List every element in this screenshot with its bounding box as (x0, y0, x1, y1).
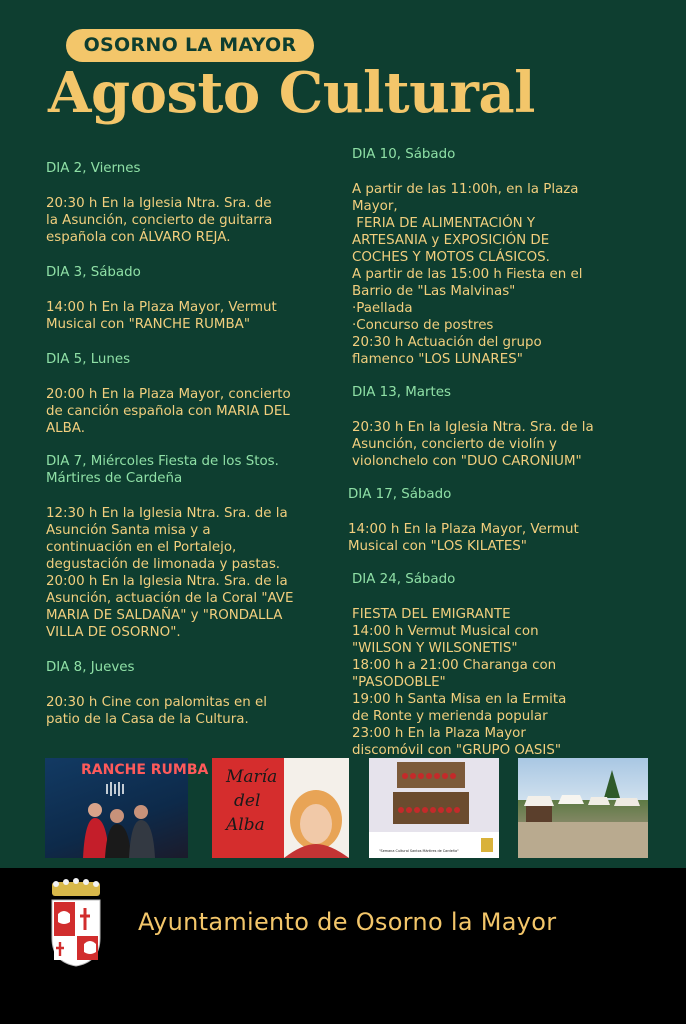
day-title: DIA 17, Sábado (348, 487, 452, 502)
coral-poster-photo (369, 758, 499, 858)
page-title: Agosto Cultural (48, 60, 535, 126)
event-line: Asunción Santa misa y a (46, 523, 211, 538)
photo-caption-line: Alba (226, 815, 265, 835)
footer-organization: Ayuntamiento de Osorno la Mayor (138, 908, 557, 936)
event-line: 20:00 h En la Plaza Mayor, concierto (46, 387, 291, 402)
day-title: DIA 24, Sábado (352, 572, 456, 587)
event-line: MARIA DE SALDAÑA" y "RONDALLA (46, 608, 283, 623)
event-line: 20:30 h En la Iglesia Ntra. Sra. de la (352, 420, 594, 435)
event-line: 12:30 h En la Iglesia Ntra. Sra. de la (46, 506, 288, 521)
event-line: A partir de las 15:00 h Fiesta en el (352, 267, 583, 282)
event-line: patio de la Casa de la Cultura. (46, 712, 249, 727)
day-title: DIA 7, Miércoles Fiesta de los Stos. (46, 454, 279, 469)
event-line: FIESTA DEL EMIGRANTE (352, 607, 511, 622)
event-line: Asunción, actuación de la Coral "AVE (46, 591, 294, 606)
location-badge: OSORNO LA MAYOR (66, 29, 314, 62)
event-line: española con ÁLVARO REJA. (46, 230, 231, 245)
event-line: 19:00 h Santa Misa en la Ermita (352, 692, 567, 707)
event-line: Asunción, concierto de violín y (352, 437, 557, 452)
event-line: 18:00 h a 21:00 Charanga con (352, 658, 557, 673)
event-line: Barrio de "Las Malvinas" (352, 284, 516, 299)
event-line: 20:30 h Actuación del grupo (352, 335, 542, 350)
event-line: 23:00 h En la Plaza Mayor (352, 726, 526, 741)
event-line: discomóvil con "GRUPO OASIS" (352, 743, 561, 758)
day-title: DIA 8, Jueves (46, 660, 135, 675)
event-line: 14:00 h Vermut Musical con (352, 624, 539, 639)
day-title: DIA 2, Viernes (46, 161, 141, 176)
event-line: continuación en el Portalejo, (46, 540, 237, 555)
ranche-rumba-photo (45, 758, 209, 858)
left-column (46, 160, 336, 728)
right-column (348, 146, 652, 759)
day-title: DIA 3, Sábado (46, 265, 141, 280)
band-logo-text: RANCHE RUMBA (81, 762, 209, 778)
event-line: 14:00 h En la Plaza Mayor, Vermut (348, 522, 579, 537)
event-line: ·Concurso de postres (352, 318, 494, 333)
day-title: DIA 13, Martes (352, 385, 451, 400)
day-title: DIA 5, Lunes (46, 352, 131, 367)
event-line: "WILSON Y WILSONETIS" (352, 641, 518, 656)
day-title: DIA 10, Sábado (352, 147, 456, 162)
event-line: degustación de limonada y pastas. (46, 557, 281, 572)
event-line: FERIA DE ALIMENTACIÓN Y (352, 216, 536, 231)
event-line: 20:30 h En la Iglesia Ntra. Sra. de (46, 196, 272, 211)
poster-caption: "Semana Cultural Santos Mártires de Cardeña" (379, 849, 459, 853)
event-line: 20:30 h Cine con palomitas en el (46, 695, 267, 710)
event-line: "PASODOBLE" (352, 675, 446, 690)
day-title: Mártires de Cardeña (46, 471, 183, 486)
photo-strip (0, 758, 686, 862)
market-photo (518, 758, 648, 858)
event-line: VILLA DE OSORNO". (46, 625, 181, 640)
event-line: flamenco "LOS LUNARES" (352, 352, 523, 367)
event-line: 14:00 h En la Plaza Mayor, Vermut (46, 300, 277, 315)
event-line: de canción española con MARIA DEL (46, 404, 290, 419)
event-line: A partir de las 11:00h, en la Plaza (352, 182, 579, 197)
event-line: de Ronte y merienda popular (352, 709, 548, 724)
photo-caption-line: María (226, 767, 278, 787)
maria-del-alba-photo (212, 758, 349, 858)
photo-caption-line: del (234, 791, 261, 811)
town-crest-icon (44, 878, 108, 968)
footer (0, 868, 686, 1024)
event-line: violonchelo con "DUO CARONIUM" (352, 454, 582, 469)
event-line: Mayor, (352, 199, 398, 214)
event-line: ARTESANIA y EXPOSICIÓN DE (352, 233, 550, 248)
event-line: Musical con "RANCHE RUMBA" (46, 317, 250, 332)
event-line: ALBA. (46, 421, 85, 436)
event-line: la Asunción, concierto de guitarra (46, 213, 273, 228)
event-line: Musical con "LOS KILATES" (348, 539, 527, 554)
event-line: COCHES Y MOTOS CLÁSICOS. (352, 250, 550, 265)
event-line: 20:00 h En la Iglesia Ntra. Sra. de la (46, 574, 288, 589)
event-line: ·Paellada (352, 301, 413, 316)
